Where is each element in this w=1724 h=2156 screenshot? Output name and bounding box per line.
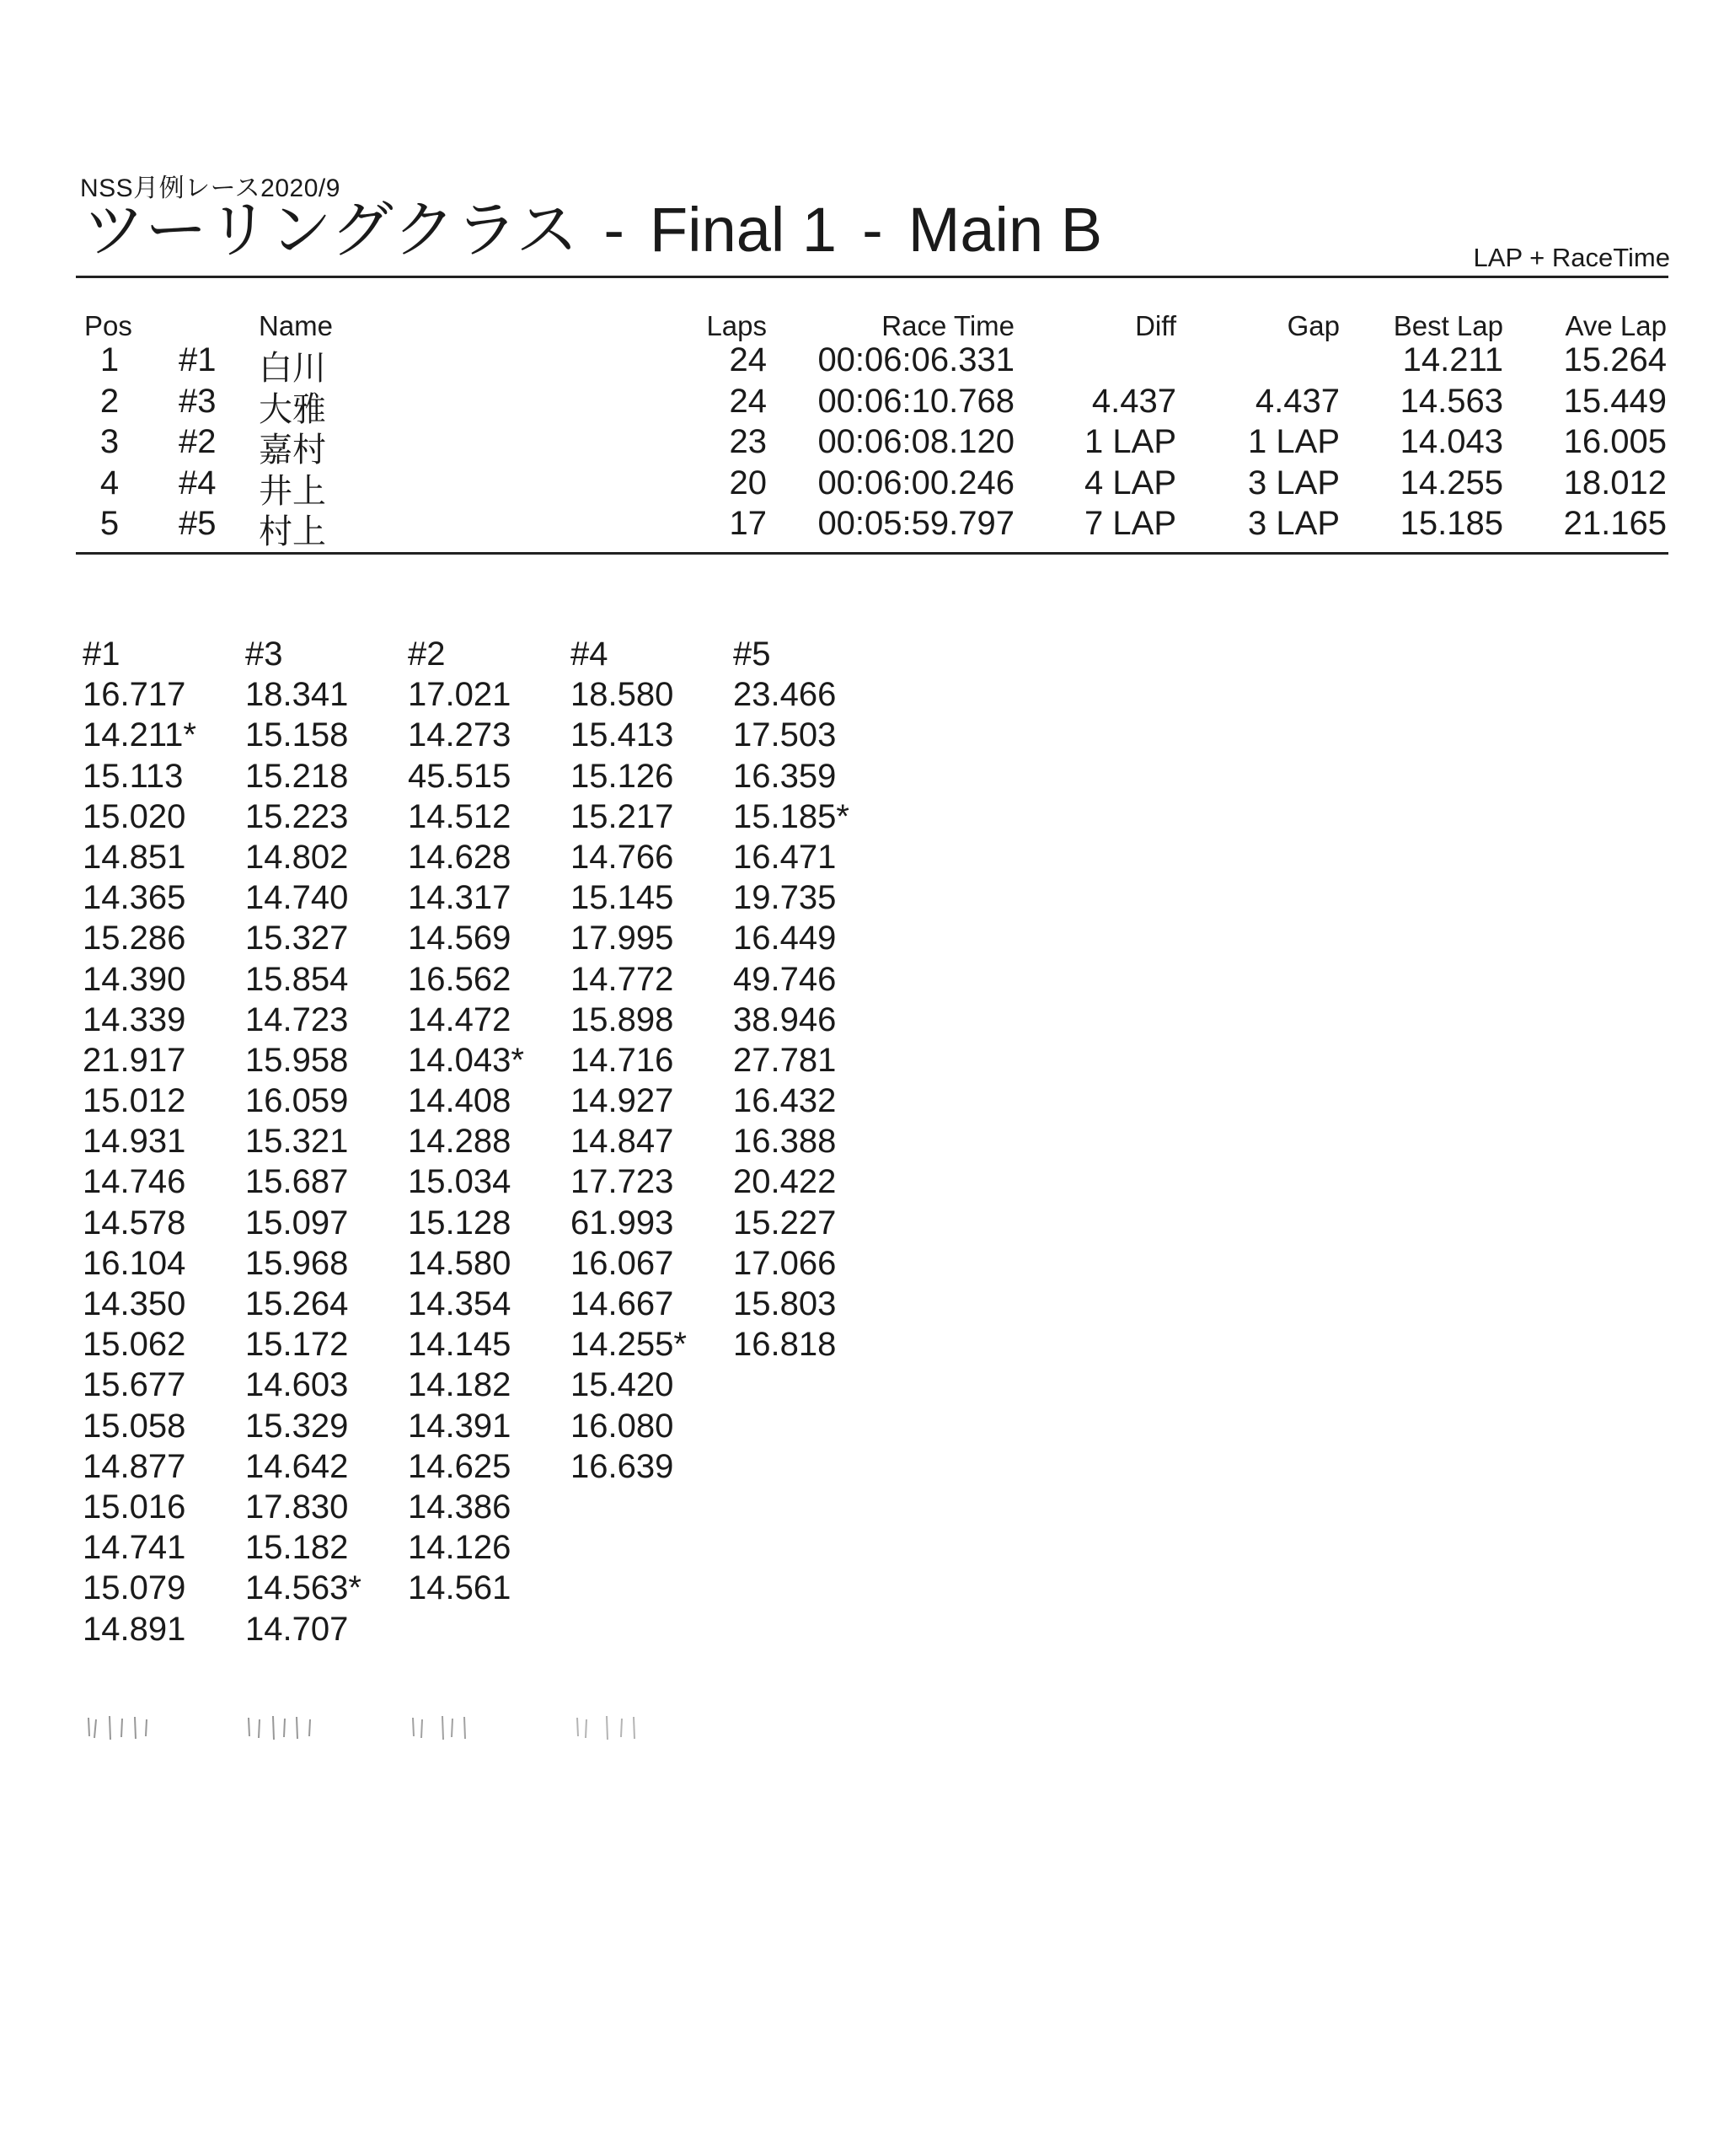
driver-name: 村上 (259, 513, 326, 550)
lap-time: 15.113 (83, 757, 184, 795)
car-number: #1 (179, 341, 217, 378)
lap-time: 16.104 (83, 1244, 186, 1282)
lap-time: 16.432 (733, 1082, 837, 1120)
ave-lap: 15.264 (1563, 341, 1667, 378)
result-row (0, 341, 1724, 387)
lap-time: 14.043* (408, 1041, 524, 1079)
lap-column (245, 634, 405, 1649)
lap-time: 14.746 (83, 1163, 186, 1201)
lap-time: 14.350 (83, 1285, 186, 1322)
lap-time: 14.667 (570, 1285, 674, 1322)
lap-time: 14.317 (408, 879, 511, 917)
lap-column-car: #4 (570, 636, 608, 673)
col-name: Name (259, 310, 334, 341)
smudge-mark (84, 1711, 185, 1745)
lap-time: 14.273 (408, 716, 511, 754)
result-row (0, 505, 1724, 550)
lap-time: 14.386 (408, 1488, 511, 1526)
lap-time: 16.067 (570, 1244, 674, 1282)
smudge-mark (409, 1711, 510, 1745)
lap-time: 17.995 (570, 920, 674, 957)
lap-time: 16.639 (570, 1447, 674, 1485)
pos: 5 (99, 505, 120, 542)
lap-time: 14.847 (570, 1123, 674, 1161)
lap-time: 14.182 (408, 1366, 511, 1404)
lap-column-car: #1 (83, 636, 120, 673)
lap-time: 15.854 (245, 960, 349, 998)
race-main: Main B (908, 195, 1103, 265)
lap-time: 20.422 (733, 1163, 837, 1201)
lap-time: 16.080 (570, 1407, 674, 1445)
lap-time: 15.958 (245, 1041, 349, 1079)
lap-time: 15.327 (245, 920, 349, 957)
lap-time: 15.020 (83, 797, 186, 835)
lap-time: 15.264 (245, 1285, 349, 1322)
lap-time: 15.185* (733, 797, 849, 835)
lap-time: 14.365 (83, 879, 186, 917)
diff: 4 LAP (1084, 464, 1176, 501)
race-title (83, 192, 1102, 268)
lap-time: 15.413 (570, 716, 674, 754)
car-number: #2 (179, 423, 217, 460)
laps: 20 (729, 464, 767, 501)
lap-time: 14.931 (83, 1123, 186, 1161)
laps: 24 (729, 341, 767, 378)
lap-time: 16.562 (408, 960, 511, 998)
lap-time: 14.802 (245, 838, 349, 876)
lap-time: 15.420 (570, 1366, 674, 1404)
result-row (0, 423, 1724, 469)
event-name: NSS月例レース2020/9 (80, 174, 340, 202)
lap-time: 17.066 (733, 1244, 837, 1282)
laps: 17 (729, 505, 767, 542)
lap-time: 15.158 (245, 716, 349, 754)
lap-time: 15.058 (83, 1407, 186, 1445)
lap-time: 14.408 (408, 1082, 511, 1120)
lap-time: 15.128 (408, 1204, 511, 1242)
laps: 24 (729, 382, 767, 420)
lap-time: 27.781 (733, 1041, 837, 1079)
lap-time: 17.723 (570, 1163, 674, 1201)
ave-lap: 15.449 (1563, 382, 1667, 420)
lap-time: 15.218 (245, 757, 349, 795)
lap-time: 23.466 (733, 676, 837, 714)
lap-time: 14.580 (408, 1244, 511, 1282)
lap-time: 15.223 (245, 797, 349, 835)
lap-time: 15.803 (733, 1285, 837, 1322)
lap-time: 14.512 (408, 797, 511, 835)
lap-column (83, 634, 243, 1649)
lap-time: 16.717 (83, 676, 186, 714)
car-number: #4 (179, 464, 217, 501)
lap-time: 14.740 (245, 879, 349, 917)
lap-time: 15.172 (245, 1326, 349, 1364)
lap-time: 15.227 (733, 1204, 837, 1242)
lap-time: 45.515 (408, 757, 511, 795)
lap-column (408, 634, 568, 1609)
lap-time: 14.716 (570, 1041, 674, 1079)
pos: 3 (99, 423, 120, 460)
lap-time: 16.059 (245, 1082, 349, 1120)
car-number: #3 (179, 382, 217, 420)
race-time: 00:06:10.768 (817, 382, 1015, 420)
lap-time: 21.917 (83, 1041, 186, 1079)
lap-time: 15.145 (570, 879, 674, 917)
title-separator: - (862, 195, 883, 265)
laps: 23 (729, 423, 767, 460)
lap-time: 17.021 (408, 676, 511, 714)
lap-column-car: #2 (408, 636, 446, 673)
smudge-mark (244, 1711, 345, 1745)
lap-time: 15.016 (83, 1488, 186, 1526)
lap-time: 15.286 (83, 920, 186, 957)
lap-time: 14.472 (408, 1000, 511, 1038)
col-pos: Pos (84, 310, 132, 341)
lap-time: 14.126 (408, 1529, 511, 1567)
lap-time: 15.126 (570, 757, 674, 795)
lap-time: 14.563* (245, 1569, 361, 1607)
col-race-time: Race Time (881, 310, 1015, 341)
result-row (0, 464, 1724, 510)
lap-time: 15.687 (245, 1163, 349, 1201)
pos: 2 (99, 382, 120, 420)
result-row (0, 382, 1724, 428)
ave-lap: 16.005 (1563, 423, 1667, 460)
race-time: 00:06:06.331 (817, 341, 1015, 378)
gap: 3 LAP (1248, 464, 1340, 501)
lap-time: 14.255* (570, 1326, 687, 1364)
lap-column-car: #3 (245, 636, 283, 673)
lap-time: 15.097 (245, 1204, 349, 1242)
diff: 1 LAP (1084, 423, 1176, 460)
lap-time: 14.561 (408, 1569, 511, 1607)
col-diff: Diff (1135, 310, 1176, 341)
lap-time: 14.391 (408, 1407, 511, 1445)
lap-time: 14.145 (408, 1326, 511, 1364)
lap-time: 14.569 (408, 920, 511, 957)
lap-time: 14.741 (83, 1529, 186, 1567)
lap-time: 14.578 (83, 1204, 186, 1242)
lap-time: 38.946 (733, 1000, 837, 1038)
col-best-lap: Best Lap (1393, 310, 1503, 341)
lap-time: 14.877 (83, 1447, 186, 1485)
lap-time: 15.329 (245, 1407, 349, 1445)
diff: 4.437 (1091, 382, 1176, 420)
race-time: 00:06:00.246 (817, 464, 1015, 501)
best-lap: 14.043 (1400, 423, 1503, 460)
lap-time: 16.818 (733, 1326, 837, 1364)
lap-time: 17.503 (733, 716, 837, 754)
lap-time: 15.321 (245, 1123, 349, 1161)
race-class: ツーリングクラス (83, 195, 579, 265)
col-laps: Laps (706, 310, 767, 341)
lap-time: 14.772 (570, 960, 674, 998)
lap-column-car: #5 (733, 636, 771, 673)
lap-time: 17.830 (245, 1488, 349, 1526)
lap-time: 49.746 (733, 960, 837, 998)
lap-time: 19.735 (733, 879, 837, 917)
lap-time: 16.449 (733, 920, 837, 957)
gap: 3 LAP (1248, 505, 1340, 542)
timing-mode: LAP + RaceTime (1473, 243, 1670, 272)
lap-time: 14.354 (408, 1285, 511, 1322)
lap-time: 14.891 (83, 1610, 186, 1648)
ave-lap: 18.012 (1563, 464, 1667, 501)
lap-time: 15.079 (83, 1569, 186, 1607)
lap-time: 14.927 (570, 1082, 674, 1120)
lap-time: 14.211* (83, 716, 196, 754)
lap-time: 18.341 (245, 676, 349, 714)
col-gap: Gap (1287, 310, 1340, 341)
gap: 1 LAP (1248, 423, 1340, 460)
lap-time: 18.580 (570, 676, 674, 714)
lap-time: 15.898 (570, 1000, 674, 1038)
ave-lap: 21.165 (1563, 505, 1667, 542)
lap-column (733, 634, 893, 1365)
lap-time: 14.707 (245, 1610, 349, 1648)
lap-time: 16.388 (733, 1123, 837, 1161)
lap-time: 61.993 (570, 1204, 674, 1242)
lap-time: 15.062 (83, 1326, 186, 1364)
lap-column (570, 634, 731, 1487)
results-header (0, 310, 1724, 344)
lap-time: 14.390 (83, 960, 186, 998)
lap-time: 14.642 (245, 1447, 349, 1485)
best-lap: 14.211 (1402, 341, 1503, 378)
driver-name: 大雅 (259, 390, 326, 428)
smudge-mark (573, 1711, 674, 1745)
lap-time: 14.625 (408, 1447, 511, 1485)
lap-time: 14.628 (408, 838, 511, 876)
gap: 4.437 (1255, 382, 1340, 420)
pos: 4 (99, 464, 120, 501)
lap-time: 14.603 (245, 1366, 349, 1404)
lap-time: 16.359 (733, 757, 837, 795)
header-rule (76, 276, 1668, 278)
lap-time: 15.217 (570, 797, 674, 835)
best-lap: 14.255 (1400, 464, 1503, 501)
lap-time: 15.677 (83, 1366, 186, 1404)
driver-name: 井上 (259, 472, 326, 510)
best-lap: 15.185 (1400, 505, 1503, 542)
diff: 7 LAP (1084, 505, 1176, 542)
pos: 1 (99, 341, 120, 378)
lap-time: 16.471 (733, 838, 837, 876)
lap-time: 15.012 (83, 1082, 186, 1120)
race-final: Final 1 (649, 195, 838, 265)
lap-time: 15.182 (245, 1529, 349, 1567)
title-separator: - (603, 195, 624, 265)
driver-name: 嘉村 (259, 432, 326, 469)
driver-name: 白川 (259, 350, 326, 387)
lap-time: 15.034 (408, 1163, 511, 1201)
best-lap: 14.563 (1400, 382, 1503, 420)
lap-time: 14.339 (83, 1000, 186, 1038)
results-rule (76, 552, 1668, 555)
race-time: 00:05:59.797 (817, 505, 1015, 542)
car-number: #5 (179, 505, 217, 542)
lap-time: 14.288 (408, 1123, 511, 1161)
race-time: 00:06:08.120 (817, 423, 1015, 460)
lap-time: 14.766 (570, 838, 674, 876)
lap-time: 14.723 (245, 1000, 349, 1038)
col-ave-lap: Ave Lap (1565, 310, 1667, 341)
lap-time: 15.968 (245, 1244, 349, 1282)
lap-time: 14.851 (83, 838, 186, 876)
